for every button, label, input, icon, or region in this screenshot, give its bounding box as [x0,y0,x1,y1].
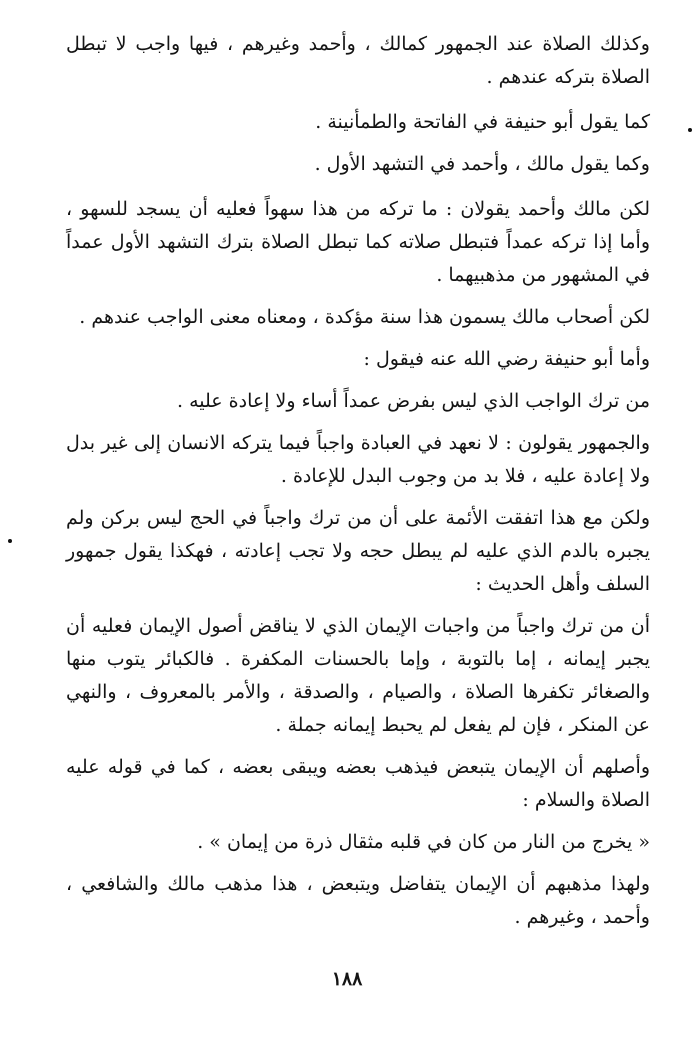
paragraph-13: ولهذا مذهبهم أن الإيمان يتفاضل ويتبعض ، هذا مذهب مالك والشافعي ، وأحمد ، وغيرهم . [66,873,650,928]
paragraph-3: وكما يقول مالك ، وأحمد في التشهد الأول . [314,153,650,175]
paragraph-4: لكن مالك وأحمد يقولان : ما تركه من هذا سهواً فعليه أن يسجد للسهو ، وأما إذا تركه عمداً فتبطل صلاته كما تبطل الصلاة بترك التشهد الأول عمداً في المشهور من مذهبيهما . [66,198,650,286]
paragraph-11: وأصلهم أن الإيمان يتبعض فيذهب بعضه ويبقى بعضه ، كما في قوله عليه الصلاة والسلام : [66,756,650,811]
paragraph-7: من ترك الواجب الذي ليس بفرض عمداً أساء ولا إعادة عليه . [177,390,650,412]
paragraph-6: وأما أبو حنيفة رضي الله عنه فيقول : [363,348,650,370]
page-number: ١٨٨ [331,968,363,990]
paragraph-9: ولكن مع هذا اتفقت الأئمة على أن من ترك واجباً في الحج ليس بركن ولم يجبره بالدم الذي عليه لم يبطل حجه ولا تجب إعادته ، فهكذا يقول جمهور السلف وأهل الحديث : [66,507,650,595]
paragraph-10: أن من ترك واجباً من واجبات الإيمان الذي لا يناقض أصول الإيمان فعليه أن يجبر إيمانه ، إما بالتوبة ، وإما بالحسنات المكفرة . فالكبائر يتوب منها والصغائر تكفرها الصلاة ، والصيام ، والصدقة ، والأمر بالمعروف ، والنهي عن المنكر ، فإن لم يفعل لم يحبط إيمانه جملة . [66,615,650,736]
paragraph-8: والجمهور يقولون : لا نعهد في العبادة واجباً فيما يتركه الانسان إلى غير بدل ولا إعادة عليه ، فلا بد من وجوب البدل للإعادة . [66,432,650,487]
document-body [66,28,650,934]
paragraph-5: لكن أصحاب مالك يسمون هذا سنة مؤكدة ، ومعناه معنى الواجب عندهم . [79,306,650,328]
paragraph-1: وكذلك الصلاة عند الجمهور كمالك ، وأحمد وغيرهم ، فيها واجب لا تبطل الصلاة بتركه عندهم . [66,33,650,88]
margin-mark [8,539,12,543]
paragraph-2: كما يقول أبو حنيفة في الفاتحة والطمأنينة . [315,111,650,133]
margin-mark [688,128,692,132]
hadith-quote: « يخرج من النار من كان في قلبه مثقال ذرة من إيمان » . [197,831,650,853]
